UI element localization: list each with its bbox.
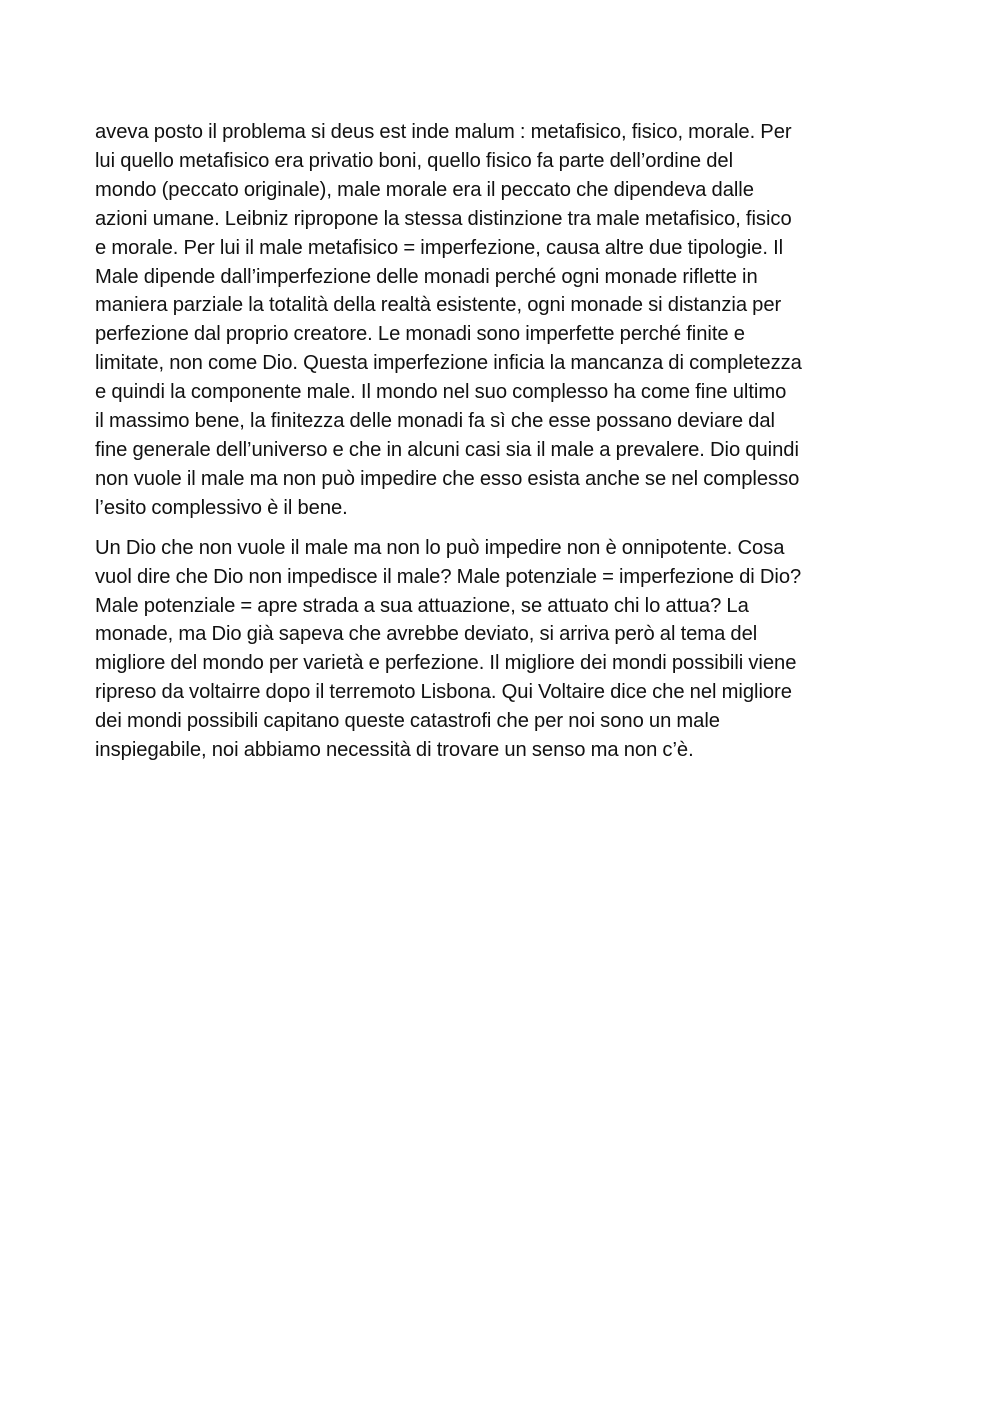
text-line: vuol dire che Dio non impedisce il male? Male potenziale = imperfezione di Dio? — [95, 565, 802, 588]
text-line: Un Dio che non vuole il male ma non lo può impedire non è onnipotente. Cosa — [95, 536, 785, 559]
text-line: ripreso da voltairre dopo il terremoto Lisbona. Qui Voltaire dice che nel migliore — [95, 681, 792, 704]
document-body — [95, 118, 910, 776]
text-line: aveva posto il problema si deus est inde malum : metafisico, fisico, morale. Per — [95, 121, 792, 143]
text-line: maniera parziale la totalità della realtà esistente, ogni monade si distanzia per — [95, 294, 782, 317]
text-line: dei mondi possibili capitano queste catastrofi che per noi sono un male — [95, 710, 720, 733]
text-line: Male dipende dall’imperfezione delle monadi perché ogni monade riflette in — [95, 265, 758, 288]
text-line: non vuole il male ma non può impedire che esso esista anche se nel complesso — [95, 467, 800, 490]
paragraph-1 — [95, 118, 910, 523]
text-line: e quindi la componente male. Il mondo nel suo complesso ha come fine ultimo — [95, 381, 787, 404]
text-line: Male potenziale = apre strada a sua attuazione, se attuato chi lo attua? La — [95, 594, 749, 617]
text-line: limitate, non come Dio. Questa imperfezione inficia la mancanza di completezza — [95, 352, 802, 375]
text-line: il massimo bene, la finitezza delle monadi fa sì che esse possano deviare dal — [95, 410, 775, 433]
text-line: migliore del mondo per varietà e perfezione. Il migliore dei mondi possibili viene — [95, 652, 797, 675]
text-line: e morale. Per lui il male metafisico = imperfezione, causa altre due tipologie. Il — [95, 236, 784, 259]
text-line: l’esito complessivo è il bene. — [95, 496, 348, 519]
text-line: fine generale dell’universo e che in alcuni casi sia il male a prevalere. Dio quindi — [95, 438, 799, 461]
text-line: monade, ma Dio già sapeva che avrebbe deviato, si arriva però al tema del — [95, 623, 758, 646]
text-line: mondo (peccato originale), male morale era il peccato che dipendeva dalle — [95, 178, 754, 201]
text-line: azioni umane. Leibniz ripropone la stessa distinzione tra male metafisico, fisico — [95, 207, 792, 230]
text-line: inspiegabile, noi abbiamo necessità di trovare un senso ma non c’è. — [95, 739, 694, 762]
text-line: lui quello metafisico era privatio boni, quello fisico fa parte dell’ordine del — [95, 149, 734, 172]
text-line: perfezione dal proprio creatore. Le monadi sono imperfette perché finite e — [95, 323, 745, 346]
paragraph-2 — [95, 534, 910, 765]
